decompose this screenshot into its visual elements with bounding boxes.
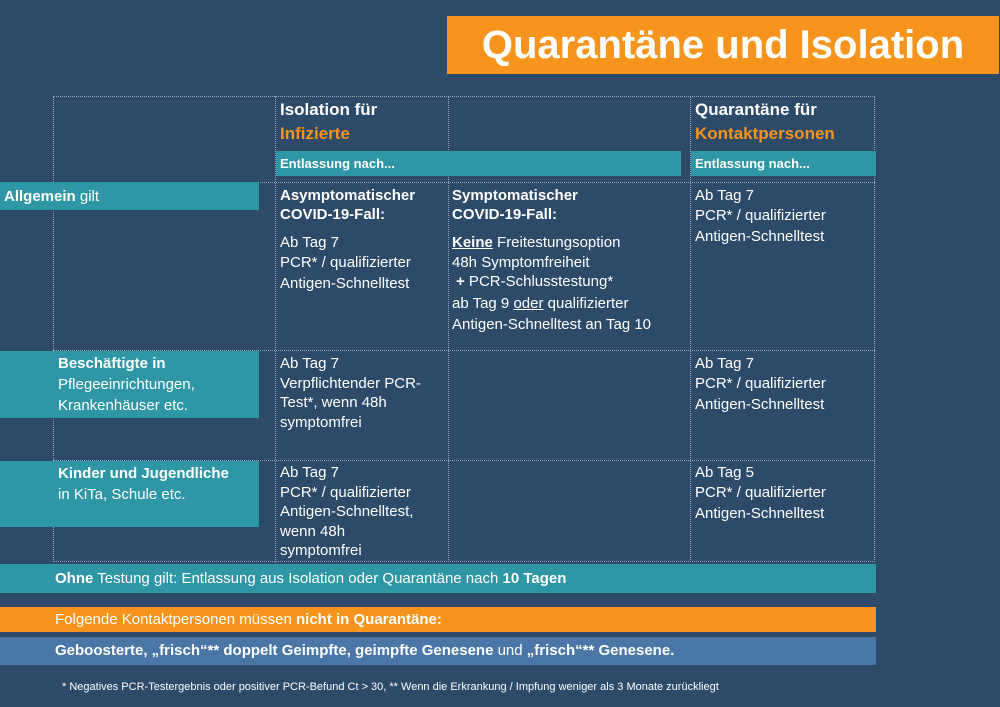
cell-line: PCR* / qualifizierter (280, 253, 411, 271)
cell-line: Test*, wenn 48h (280, 394, 387, 411)
cell-line: 48h Symptomfreiheit (452, 253, 590, 271)
cell-title: Symptomatischer (452, 187, 578, 204)
cell-line: Ab Tag 7 (280, 355, 339, 372)
cell-line: Keine Freitestungsoption (452, 234, 621, 251)
no-test-bold: Ohne (55, 570, 94, 587)
cell-kids-isolation (280, 463, 413, 561)
row-label-rest: gilt (75, 188, 100, 205)
no-test-text: Testung gilt: Entlassung aus Isolation oder Quarantäne nach (93, 570, 503, 587)
cell-line: symptomfrei (280, 413, 362, 431)
no-test-days: 10 Tagen (502, 570, 567, 587)
cell-line: Antigen-Schnelltest an Tag 10 (452, 316, 652, 333)
quarantine-header-line1: Quarantäne für (695, 100, 817, 119)
row-label-general (0, 182, 259, 210)
cell-general-quarantine (695, 186, 826, 247)
cell-line: Ab Tag 5 (695, 464, 754, 481)
cell-line: PCR* / qualifizierter (695, 206, 826, 224)
release-label: Entlassung nach... (695, 156, 810, 171)
row-label-bold: Kinder und Jugendliche (58, 465, 229, 482)
boosted-bold: „frisch“** Genesene. (526, 642, 675, 659)
release-bar-isolation (276, 151, 681, 176)
footnote: * Negatives PCR-Testergebnis oder positiver PCR-Befund Ct > 30, ** Wenn die Erkrankung / Impfung weniger als 3 Monate zurückliegt (62, 681, 719, 693)
grid-line (53, 561, 875, 562)
boosted-bold: Geboosterte, „frisch“** doppelt Geimpfte, geimpfte Genesene (55, 642, 494, 659)
page-title: Quarantäne und Isolation (447, 16, 999, 74)
boosted-text: und (493, 642, 527, 659)
cell-care-isolation (280, 354, 421, 432)
plus-sign: + (456, 273, 465, 290)
cell-general-symptomatic (452, 186, 651, 335)
cell-line: Ab Tag 7 (280, 464, 339, 481)
cell-line: Ab Tag 7 (280, 234, 339, 251)
grid-line (53, 96, 875, 97)
cell-line: Antigen-Schnelltest (280, 275, 410, 292)
cell-line: wenn 48h (280, 522, 346, 540)
cell-general-asymptomatic (280, 186, 415, 294)
cell-line: PCR* / qualifizierter (695, 374, 826, 392)
cell-kids-quarantine (695, 463, 826, 524)
row-label-care (0, 351, 259, 418)
cell-care-quarantine (695, 354, 826, 415)
row-label-bold: Allgemein (4, 188, 76, 205)
row-label-line: Krankenhäuser etc. (58, 397, 189, 414)
row-label-line: in KiTa, Schule etc. (58, 486, 186, 503)
row-label-kids (0, 461, 259, 527)
isolation-header-line1: Isolation für (280, 100, 378, 119)
cell-title: COVID-19-Fall: (452, 206, 558, 223)
cell-line: + PCR-Schlusstestung* (456, 273, 614, 290)
cell-line: Antigen-Schnelltest (695, 396, 825, 413)
cell-line: symptomfrei (280, 542, 362, 559)
cell-line: Antigen-Schnelltest, (280, 503, 414, 520)
no-test-bar (0, 564, 876, 593)
cell-line: Verpflichtender PCR- (280, 374, 421, 392)
cell-line: Antigen-Schnelltest (695, 228, 825, 245)
row-label-bold: Beschäftigte in (58, 355, 166, 372)
cell-title: COVID-19-Fall: (280, 206, 386, 223)
cell-line: ab Tag 9 oder qualifizierter (452, 294, 629, 312)
contacts-bold: nicht in Quarantäne: (296, 611, 442, 628)
isolation-header (280, 98, 377, 146)
cell-line: PCR* / qualifizierter (280, 483, 411, 501)
release-bar-quarantine (691, 151, 876, 176)
boosted-bar (0, 637, 876, 665)
cell-title: Asymptomatischer (280, 187, 416, 204)
cell-line: Ab Tag 7 (695, 187, 754, 204)
cell-line: Ab Tag 7 (695, 355, 754, 372)
contacts-text: Folgende Kontaktpersonen müssen (55, 611, 296, 628)
row-label-line: Pflegeeinrichtungen, (58, 376, 195, 393)
keine-word: Keine (452, 234, 493, 251)
cell-line: Antigen-Schnelltest (695, 505, 825, 522)
quarantine-header (695, 98, 835, 146)
contacts-bar (0, 607, 876, 632)
cell-line: PCR* / qualifizierter (695, 483, 826, 501)
quarantine-header-line2: Kontaktpersonen (695, 124, 835, 143)
isolation-header-line2: Infizierte (280, 124, 350, 143)
release-label: Entlassung nach... (280, 156, 395, 171)
oder-word: oder (513, 294, 544, 312)
